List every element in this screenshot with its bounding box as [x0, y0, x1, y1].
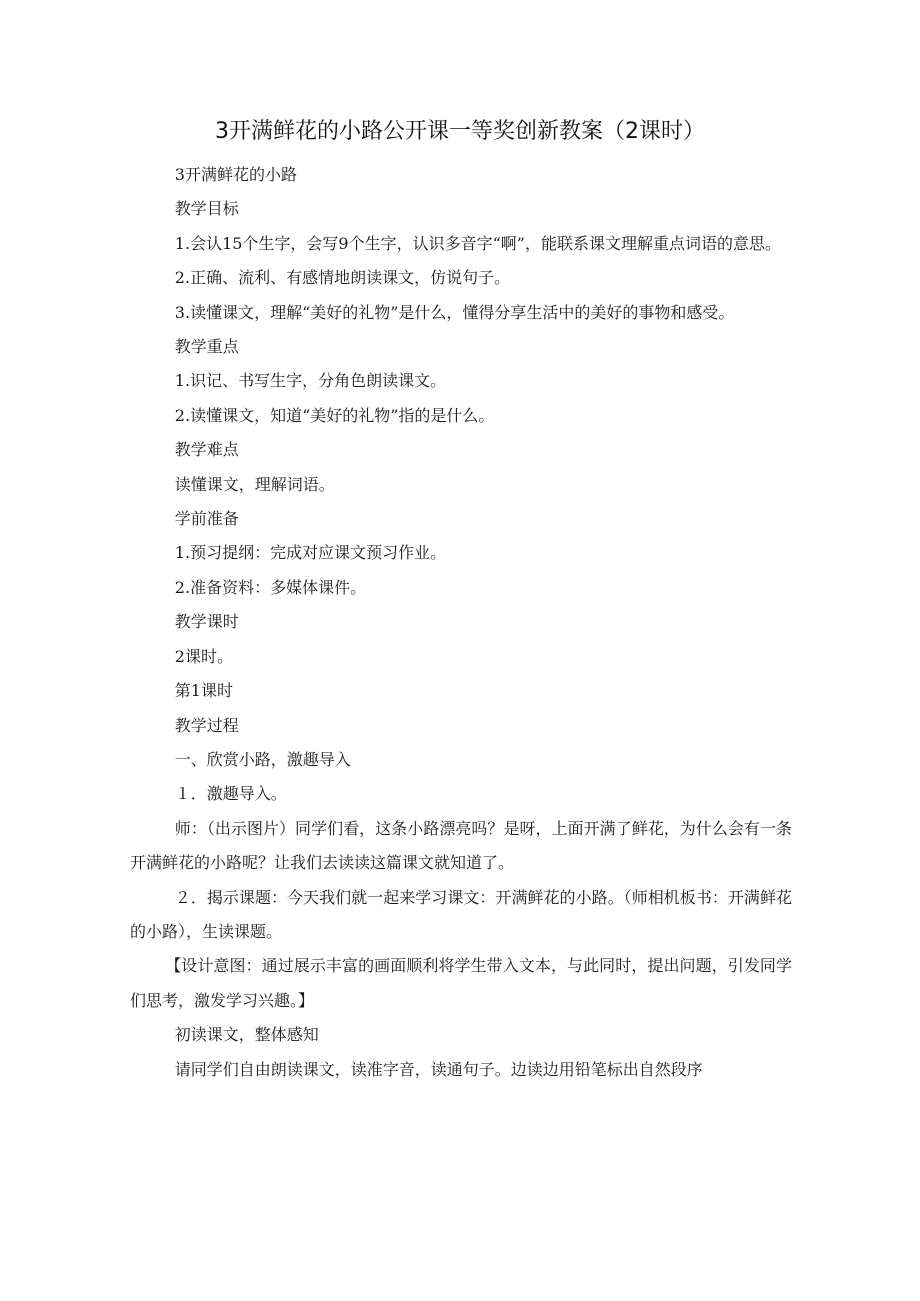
goal-item: 1.会认15个生字，会写9个生字，认识多音字“啊”，能联系课文理解重点词语的意思。 [174, 233, 781, 253]
design-intent-note: 【设计意图：通过展示丰富的画面顺利将学生带入文本，与此同时，提出问题，引发同学们思考，激发学习兴趣。】 [130, 956, 792, 1010]
document-title: 3开满鲜花的小路公开课一等奖创新教案（2课时） [215, 119, 705, 144]
key-point-item: 2.读懂课文，知道“美好的礼物”指的是什么。 [174, 405, 495, 425]
section-heading-difficulties: 教学难点 [174, 440, 239, 460]
process-item: ２．揭示课题：今天我们就一起来学习课文：开满鲜花的小路。（师相机板书：开满鲜花的小路），生读课题。 [130, 887, 792, 941]
periods-item: 2课时。 [174, 646, 233, 666]
process-paragraph: 请同学们自由朗读课文，读准字音，读通句子。边读边用铅笔标出自然段序 [174, 1059, 703, 1079]
process-paragraph: 师：（出示图片）同学们看，这条小路漂亮吗？是呀，上面开满了鲜花，为什么会有一条开满鲜花的小路呢？让我们去读读这篇课文就知道了。 [130, 818, 792, 873]
process-item: １．激趣导入。 [174, 784, 287, 804]
process-step-heading: 一、欣赏小路，激趣导入 [174, 749, 351, 769]
lesson-heading: 3开满鲜花的小路 [174, 165, 297, 184]
section-heading-process: 教学过程 [174, 715, 239, 735]
document-body [130, 158, 792, 1087]
goal-item: 2.正确、流利、有感情地朗读课文，仿说句子。 [174, 268, 511, 288]
preparation-item: 2.准备资料：多媒体课件。 [174, 577, 367, 597]
process-step-heading: 初读课文，整体感知 [174, 1025, 319, 1045]
section-heading-periods: 教学课时 [174, 612, 239, 632]
section-heading-goals: 教学目标 [174, 199, 239, 219]
key-point-item: 1.识记、书写生字，分角色朗读课文。 [174, 371, 447, 391]
section-heading-key-points: 教学重点 [174, 337, 239, 357]
difficulty-item: 读懂课文，理解词语。 [174, 474, 335, 494]
preparation-item: 1.预习提纲：完成对应课文预习作业。 [174, 543, 447, 563]
goal-item: 3.读懂课文，理解“美好的礼物”是什么，懂得分享生活中的美好的事物和感受。 [174, 302, 735, 322]
period-heading: 第1课时 [174, 681, 233, 701]
section-heading-preparation: 学前准备 [174, 509, 239, 529]
